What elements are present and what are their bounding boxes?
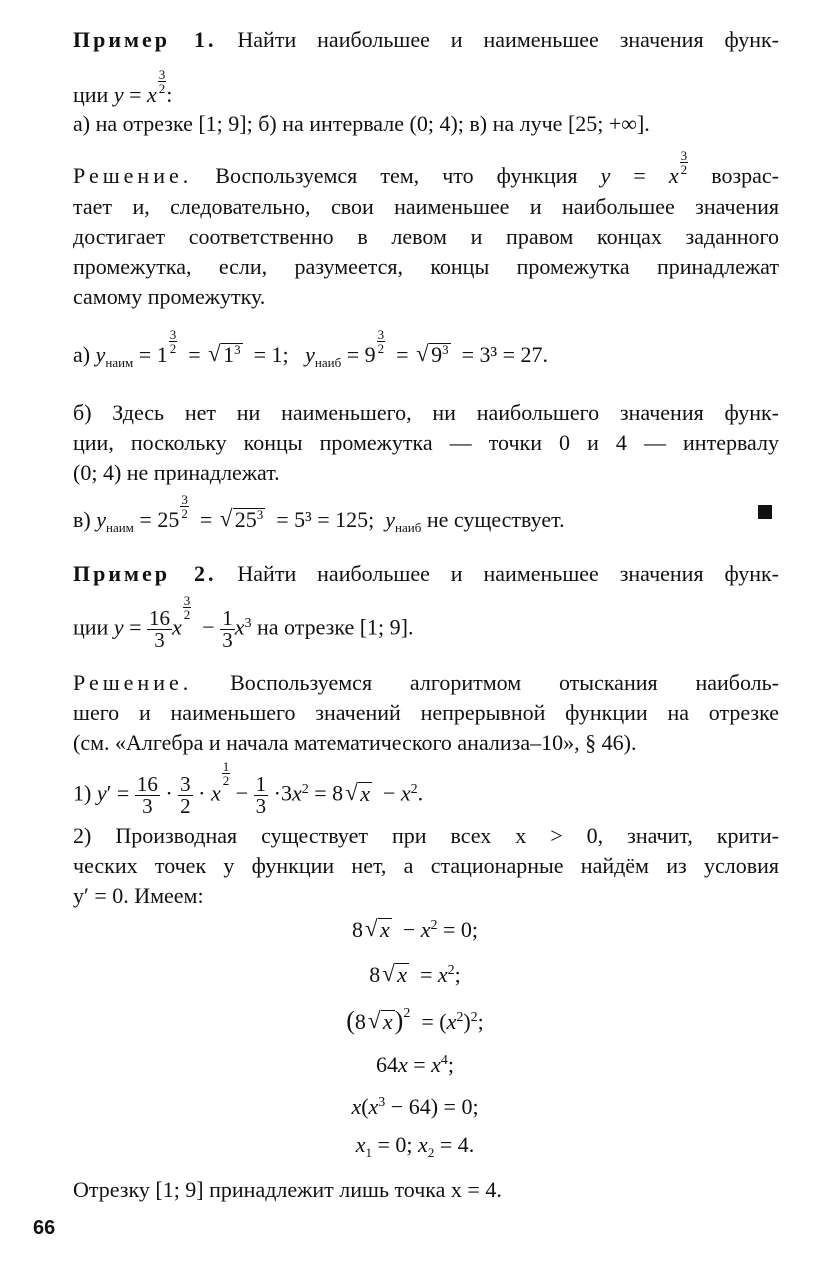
ex2-solution-line1: [73, 670, 779, 696]
ex2-step2-line3: y′ = 0. Имеем:: [73, 883, 204, 908]
ex1-prefix: ции: [73, 82, 109, 107]
eq-4: $64x = x^4$;: [375, 1052, 455, 1077]
ex1-part-c-formula: в) $y_{наим} = 25$ $\frac{3}{2}$ = √ $25^3 = 5^3 = 125$; $y_{наиб}$ не существует.: [73, 507, 565, 536]
ex1-sol-text-b: возрас-: [711, 163, 779, 188]
ex2-heading: [73, 561, 779, 587]
eq-5: $x(x^3 - 64) = 0$;: [351, 1094, 479, 1119]
ex2-sol-text: Воспользуемся алгоритмом отыскания наиболь-: [230, 670, 779, 695]
ex1-function-line: ции y = x $\frac{3}{2}$ :: [73, 67, 173, 107]
ex2-step2-line2: ческих точек у функции нет, а стационарные найдём из условия: [73, 853, 779, 878]
ex2-conclusion: Отрезку [1; 9] принадлежит лишь точка x = 4.: [73, 1177, 502, 1202]
ex2-text: Найти наибольшее и наименьшее значения функ-: [237, 561, 780, 586]
ex2-solution-label: Решение.: [73, 670, 193, 695]
ex2-step1-formula: 1) y′ = $\frac{16}{3}$ · $\frac{3}{2}$ · x $\frac{1}{2}$ − $\frac{1}{3}$ $\cdot 3x^2 = 8√$ $x - x^2$.: [73, 774, 423, 817]
ex1-parts: а) на отрезке [1; 9]; б) на интервале (0; 4); в) на луче [25; +∞].: [73, 111, 650, 136]
eq-6: $x_1 = 0$; $x_2 = 4$.: [355, 1132, 475, 1160]
part-a-min-result: = 1;: [253, 342, 289, 367]
ex1-solution-line4: промежутка, если, разумеется, концы промежутка принадлежат: [73, 254, 779, 279]
ex2-solution-line2: шего и наименьшего значений непрерывной функции на отрезке: [73, 700, 779, 725]
part-a-label: а): [73, 342, 91, 367]
ex2-suffix: на отрезке [1; 9].: [256, 614, 414, 640]
ex1-heading: [73, 27, 779, 53]
eq-1: 8√ $x - x^2 = 0$;: [300, 915, 530, 949]
part-a-max-result: = 3³ = 27.: [461, 342, 548, 367]
ex1-part-b-line2: ции, поскольку концы промежутка — точки 0 и 4 — интервалу: [73, 430, 779, 455]
page-number: 66: [33, 1217, 56, 1239]
ex2-label: Пример 2.: [73, 561, 217, 586]
ex1-text: Найти наибольшее и наименьшее значения функ-: [237, 27, 780, 52]
ex1-solution-line1: Решение. Воспользуемся тем, что функция y = x $\frac{3}{2}$ возрас-: [73, 148, 779, 188]
ex1-solution-line2: тает и, следовательно, свои наименьшее и наибольшее значения: [73, 194, 779, 219]
ex1-label: Пример 1.: [73, 27, 217, 52]
ex1-part-b-line1: б) Здесь нет ни наименьшего, ни наибольшего значения функ-: [73, 400, 779, 425]
ex1-solution-label: Решение.: [73, 163, 193, 188]
part-c-max-none: не существует.: [426, 507, 565, 532]
ex1-sol-text-a: Воспользуемся тем, что функция: [215, 163, 578, 188]
ex2-function-line: ции y = $\frac{16}{3}$ x $\frac{3}{2}$ − $\frac{1}{3}$ $x^3$ на отрезке [1; 9].: [73, 593, 414, 652]
ex1-part-b-line3: (0; 4) не принадлежат.: [73, 460, 280, 485]
part-c-label: в): [73, 507, 91, 532]
eq-2: 8√ $x = x^2$;: [300, 960, 530, 994]
ex1-part-a-formula: а) $y_{наим} = 1$ $\frac{3}{2}$ = √ $1^3 = 1$; $y_{наиб} = 9$ $\frac{3}{2}$ = √ $9^3 = 3^3 = 27$.: [73, 342, 548, 371]
ex1-solution-line3: достигает соответственно в левом и правом концах заданного: [73, 224, 779, 249]
eq-3: (8√ $x)^2 = (x^2)^2$;: [300, 1006, 530, 1041]
end-of-proof-square: [758, 505, 772, 519]
part-c-min-result: = 5³ = 125;: [276, 507, 375, 532]
ex2-solution-line3: (см. «Алгебра и начала математического анализа–10», § 46).: [73, 730, 637, 755]
ex1-solution-line5: самому промежутку.: [73, 284, 266, 309]
step1-label: 1): [73, 780, 92, 806]
ex2-prefix: ции: [73, 614, 109, 640]
ex2-step2-line1: 2) Производная существует при всех x > 0, значит, крити-: [73, 823, 779, 848]
